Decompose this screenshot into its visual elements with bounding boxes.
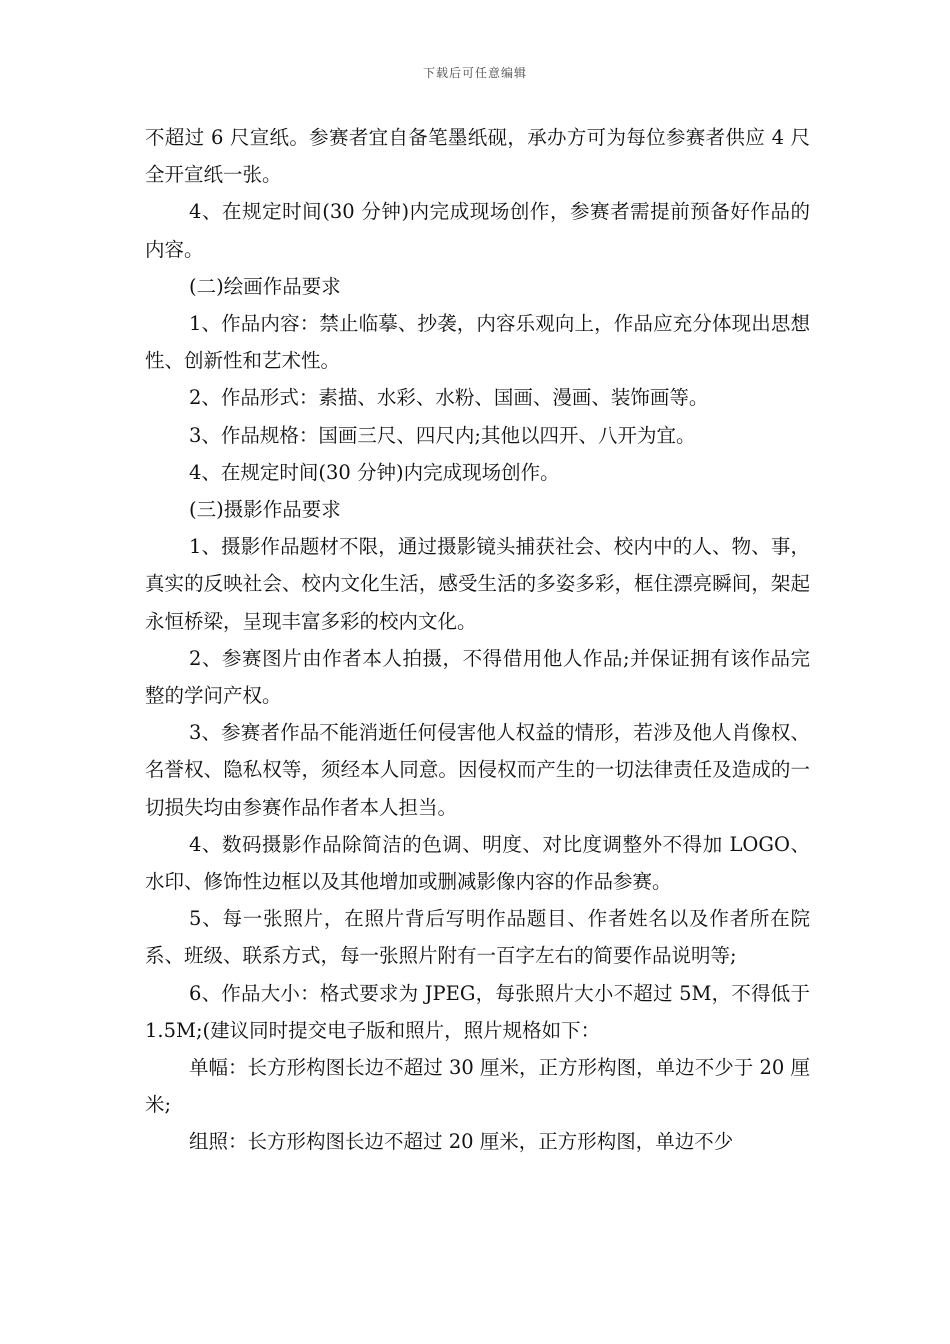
paragraph: 2、作品形式：素描、水彩、水粉、国画、漫画、装饰画等。 (189, 386, 709, 410)
paragraph: 4、数码摄影作品除简洁的色调、明度、对比度调整外不得加 LOGO、水印、修饰性边框以及其他增加或删减影像内容的作品参赛。 (145, 832, 810, 894)
paragraph: 4、在规定时间(30 分钟)内完成现场创作，参赛者需提前预备好作品的内容。 (145, 200, 810, 261)
paragraph: 4、在规定时间(30 分钟)内完成现场创作。 (189, 460, 560, 484)
paragraph: 3、作品规格：国画三尺、四尺内;其他以四开、八开为宜。 (189, 423, 696, 447)
paragraph: 1、摄影作品题材不限，通过摄影镜头捕获社会、校内中的人、物、事，真实的反映社会、校内文化生活，感受生活的多姿多彩，框住漂亮瞬间，架起永恒桥梁，呈现丰富多彩的校内文化。 (145, 535, 810, 633)
document-body (145, 119, 810, 1161)
section-heading-photography: (三)摄影作品要求 (189, 498, 341, 522)
paragraph: 3、参赛者作品不能消逝任何侵害他人权益的情形，若涉及他人肖像权、名誉权、隐私权等，须经本人同意。因侵权而产生的一切法律责任及造成的一切损失均由参赛作品作者本人担当。 (145, 721, 810, 819)
section-heading-painting: (二)绘画作品要求 (189, 274, 341, 298)
paragraph: 5、每一张照片，在照片背后写明作品题目、作者姓名以及作者所在院系、班级、联系方式，每一张照片附有一百字左右的简要作品说明等; (145, 907, 810, 968)
paragraph: 2、参赛图片由作者本人拍摄，不得借用他人作品;并保证拥有该作品完整的学问产权。 (145, 646, 810, 708)
paragraph: 单幅：长方形构图长边不超过 30 厘米，正方形构图，单边不少于 20 厘米; (145, 1056, 810, 1117)
paragraph: 组照：长方形构图长边不超过 20 厘米，正方形构图，单边不少 (189, 1130, 734, 1154)
paragraph: 6、作品大小：格式要求为 JPEG，每张照片大小不超过 5M，不得低于 1.5M;(建议同时提交电子版和照片，照片规格如下： (145, 981, 810, 1042)
paragraph: 1、作品内容：禁止临摹、抄袭，内容乐观向上，作品应充分体现出思想性、创新性和艺术性。 (145, 312, 810, 373)
paragraph: 不超过 6 尺宣纸。参赛者宜自备笔墨纸砚，承办方可为每位参赛者供应 4 尺全开宣纸一张。 (145, 126, 810, 187)
page-header: 下载后可任意编辑 (422, 66, 527, 80)
